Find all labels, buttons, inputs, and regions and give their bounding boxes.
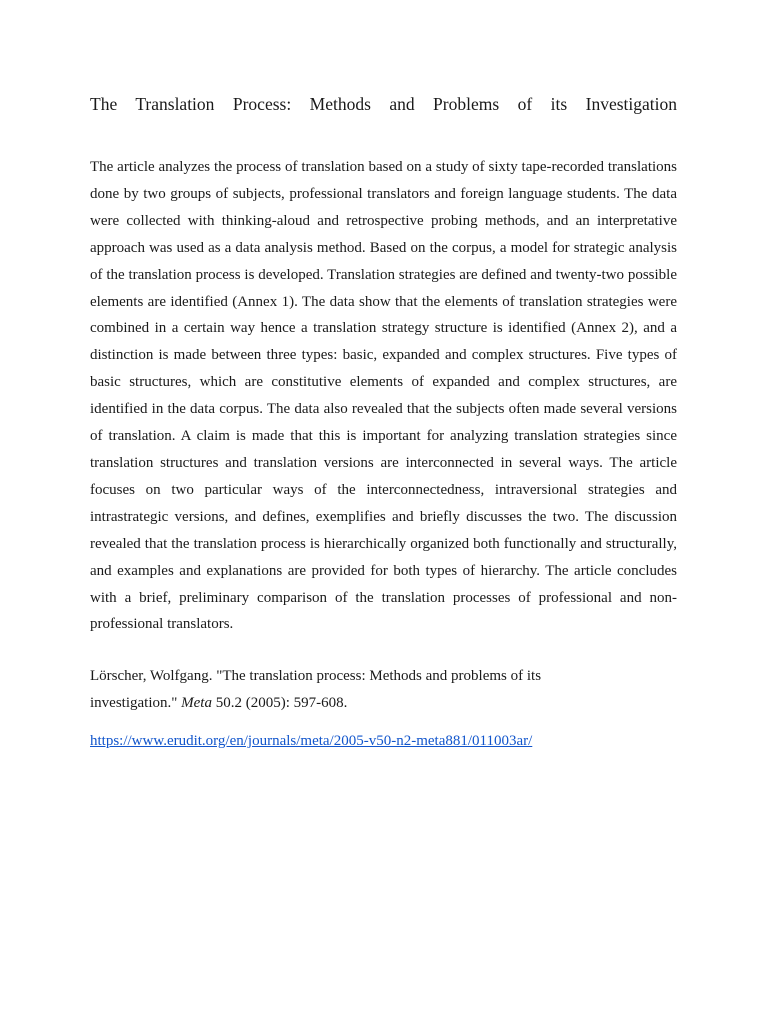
- citation-line-2-prefix: investigation.": [90, 694, 182, 711]
- source-link[interactable]: https://www.erudit.org/en/journals/meta/2005-v50-n2-meta881/011003ar/: [90, 733, 533, 749]
- citation-journal: Meta: [181, 694, 212, 711]
- source-link-line: [90, 728, 532, 754]
- document-title: The Translation Process: Methods and Problems of its Investigation: [90, 94, 677, 114]
- abstract-paragraph: The article analyzes the process of translation based on a study of sixty tape-recorded translations done by two groups of subjects, professional translators and foreign language students. The data were collected with thinking-aloud and retrospective probing methods, and an interpretative approach was used as a data analysis method. Based on the corpus, a model for strategic analysis of the translation process is developed. Translation strategies are defined and twenty-two possible elements are identified (Annex 1). The data show that the elements of translation strategies were combined in a certain way hence a translation strategy structure is identified (Annex 2), and a distinction is made between three types: basic, expanded and complex structures. Five types of basic structures, which are constitutive elements of expanded and complex structures, are identified in the data corpus. The data also revealed that the subjects often made several versions of translation. A claim is made that this is important for analyzing translation strategies since translation structures and translation versions are interconnected in several ways. The article focuses on two particular ways of the interconnectedness, intraversional strategies and intrastrategic versions, and defines, exemplifies and briefly discusses the two. The discussion revealed that the translation process is hierarchically organized both functionally and structurally, and examples and explanations are provided for both types of hierarchy. The article concludes with a brief, preliminary comparison of the translation processes of professional and non-professional translators.: [90, 159, 677, 633]
- citation-line-1: Lörscher, Wolfgang. "The translation process: Methods and problems of its: [90, 668, 542, 684]
- citation: [90, 663, 677, 717]
- citation-line-2-suffix: 50.2 (2005): 597-608.: [211, 694, 348, 711]
